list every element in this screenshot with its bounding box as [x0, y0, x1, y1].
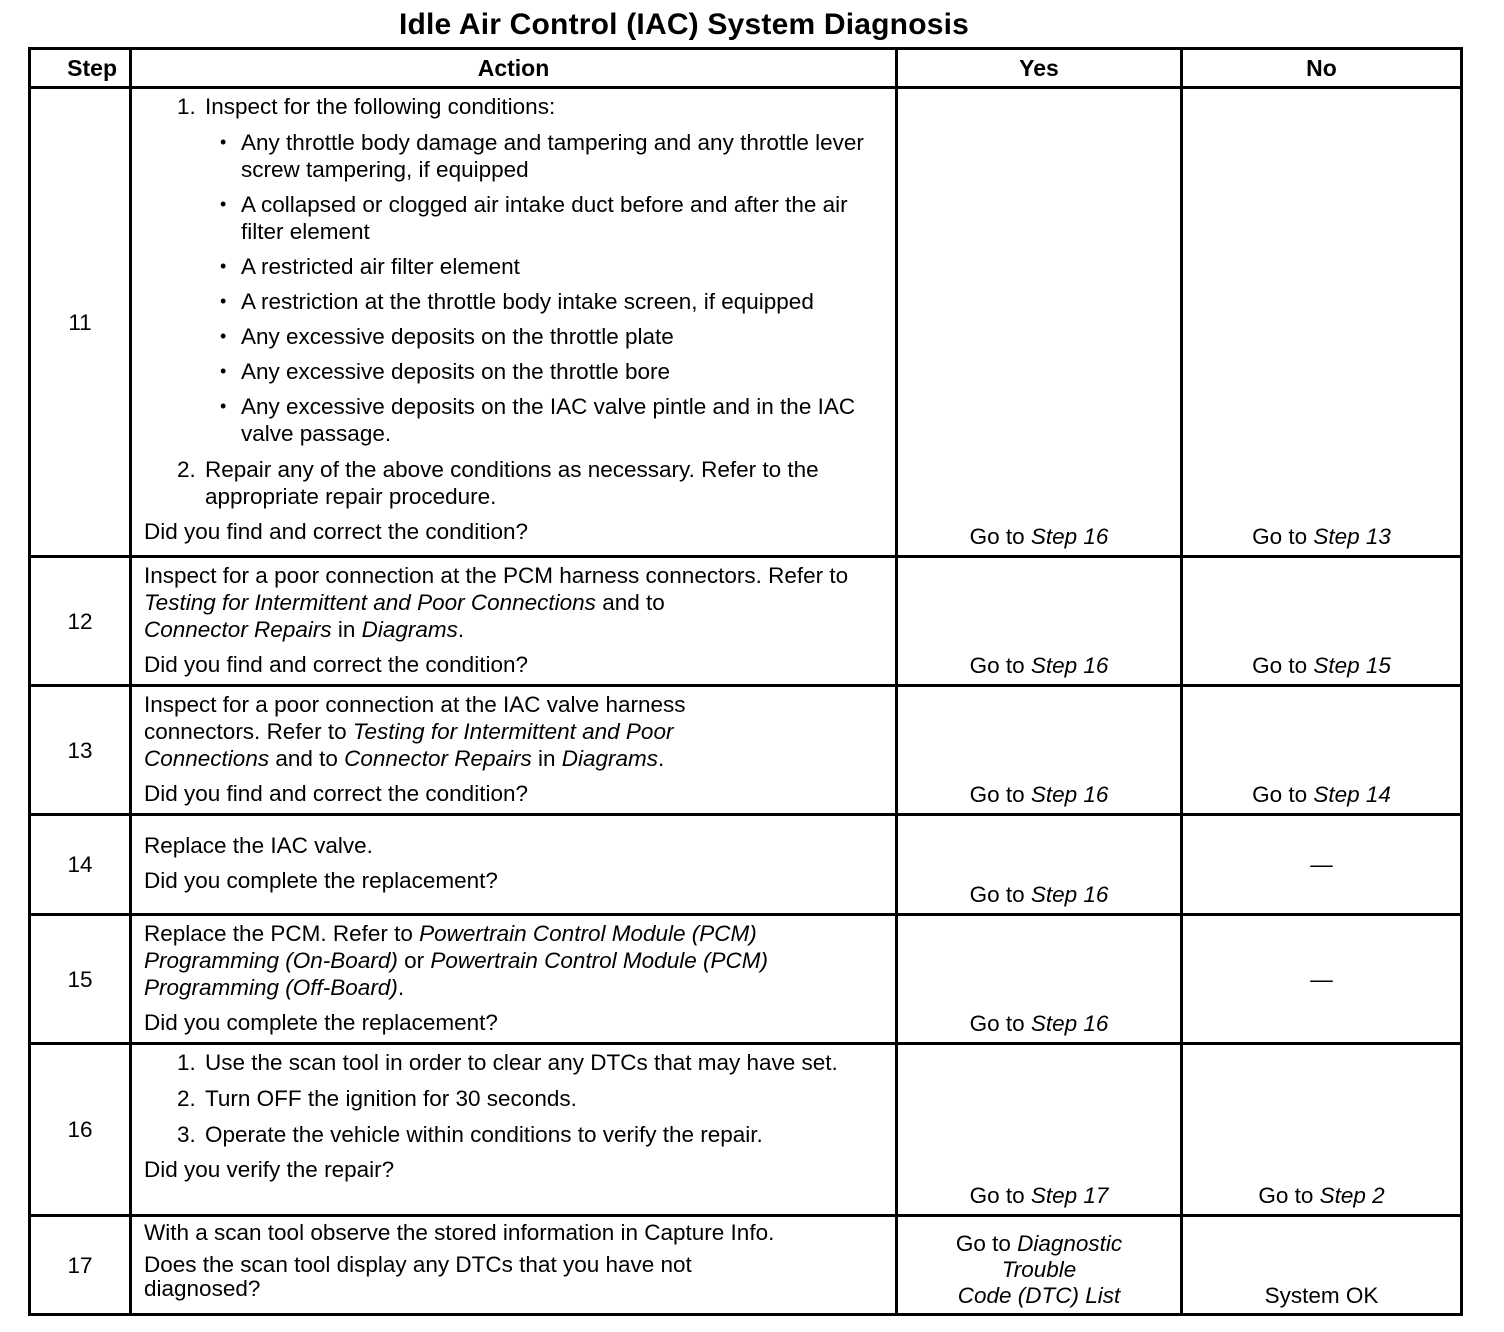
- text-run: Inspect for a poor connection at the IAC valve harness connectors. Refer to: [144, 692, 686, 744]
- goto-prefix: Go to: [969, 1011, 1031, 1036]
- list-item: [202, 1121, 852, 1148]
- list-item-text: Inspect for the following conditions:: [205, 94, 556, 119]
- no-cell: [1182, 1044, 1462, 1216]
- yes-cell: [897, 815, 1182, 915]
- list-item: [220, 253, 887, 280]
- yes-cell: [897, 686, 1182, 815]
- diagnosis-table: [28, 47, 1463, 1316]
- list-item: [202, 1085, 852, 1112]
- goto-prefix: Go to: [1252, 782, 1314, 807]
- goto-prefix: Go to: [969, 1183, 1031, 1208]
- action-cell: [131, 557, 897, 686]
- action-cell: [131, 915, 897, 1044]
- table-row: [30, 88, 1462, 557]
- condition-text: Any excessive deposits on the IAC valve pintle and in the IAC valve passage.: [241, 394, 856, 446]
- text-run: and to: [595, 590, 665, 615]
- list-item-text: Repair any of the above conditions as necessary. Refer to the appropriate repair procedure.: [205, 457, 819, 509]
- instruction-text: [144, 691, 784, 772]
- step-number: 12: [30, 557, 131, 686]
- list-item: [202, 456, 887, 510]
- step-reference: Step 16: [1030, 882, 1109, 907]
- header-yes: Yes: [897, 49, 1182, 88]
- document-reference: Code (DTC) List: [957, 1283, 1121, 1308]
- instruction-text: With a scan tool observe the stored information in Capture Info.: [144, 1220, 775, 1245]
- action-cell: [131, 686, 897, 815]
- header-action: Action: [131, 49, 897, 88]
- action-cell: [131, 1044, 897, 1216]
- step-reference: Step 14: [1313, 782, 1391, 807]
- header-row: [30, 49, 1462, 88]
- document-reference: Diagrams: [361, 617, 458, 642]
- question-text: Did you complete the replacement?: [144, 1010, 498, 1035]
- no-cell: [1182, 686, 1462, 815]
- condition-text: Any throttle body damage and tampering and any throttle lever screw tampering, if equipped: [241, 130, 864, 182]
- bullet-icon: •: [220, 361, 227, 381]
- list-item: [202, 93, 887, 447]
- bullet-icon: •: [220, 256, 227, 276]
- yes-cell: [897, 915, 1182, 1044]
- text-run: in: [531, 746, 562, 771]
- step-reference: Step 16: [1030, 653, 1109, 678]
- action-cell: [131, 1216, 897, 1315]
- table-row: [30, 1044, 1462, 1216]
- table-row: [30, 915, 1462, 1044]
- document-reference: Testing for Intermittent and Poor Connections: [144, 719, 674, 771]
- list-item: [220, 323, 887, 350]
- goto-prefix: Go to: [969, 524, 1031, 549]
- header-step: Step: [30, 49, 131, 88]
- step-number: 17: [30, 1216, 131, 1315]
- condition-text: A restriction at the throttle body intake screen, if equipped: [241, 289, 814, 314]
- document-reference: Testing for Intermittent and Poor Connections: [144, 590, 596, 615]
- yes-cell: [897, 1044, 1182, 1216]
- bullet-icon: •: [220, 194, 227, 214]
- bullet-icon: •: [220, 326, 227, 346]
- goto-prefix: Go to: [1258, 1183, 1320, 1208]
- goto-prefix: Go to: [969, 653, 1031, 678]
- yes-cell: [897, 88, 1182, 557]
- action-cell: [131, 815, 897, 915]
- bullet-icon: •: [220, 396, 227, 416]
- step-reference: Step 16: [1030, 782, 1109, 807]
- goto-prefix: Go to: [969, 882, 1031, 907]
- list-item: [220, 393, 887, 447]
- step-reference: Step 15: [1313, 653, 1391, 678]
- step-reference: Step 16: [1030, 524, 1109, 549]
- step-reference: Step 16: [1030, 1011, 1109, 1036]
- step-number: 14: [30, 815, 131, 915]
- step-reference: Step 2: [1319, 1183, 1385, 1208]
- condition-text: A restricted air filter element: [241, 254, 520, 279]
- condition-text: A collapsed or clogged air intake duct before and after the air filter element: [241, 192, 848, 244]
- yes-cell: [897, 557, 1182, 686]
- yes-cell: [897, 1216, 1182, 1315]
- goto-prefix: Go to: [969, 782, 1031, 807]
- question-text: Did you complete the replacement?: [144, 868, 498, 893]
- action-cell: [131, 88, 897, 557]
- document-reference: Trouble: [1001, 1257, 1077, 1282]
- table-row: [30, 815, 1462, 915]
- step-reference: Step 17: [1030, 1183, 1109, 1208]
- numbered-list: [144, 93, 887, 510]
- step-reference: Step 13: [1313, 524, 1391, 549]
- document-reference: Diagrams: [561, 746, 659, 771]
- list-item-text: Turn OFF the ignition for 30 seconds.: [205, 1086, 577, 1111]
- step-number: 16: [30, 1044, 131, 1216]
- table-row: [30, 1216, 1462, 1315]
- goto-prefix: Go to: [1252, 524, 1314, 549]
- bullet-icon: •: [220, 291, 227, 311]
- list-item-text: Operate the vehicle within conditions to verify the repair.: [205, 1122, 763, 1147]
- no-cell: —: [1182, 815, 1462, 915]
- step-number: 13: [30, 686, 131, 815]
- bullet-icon: •: [220, 132, 227, 152]
- text-run: in: [331, 617, 362, 642]
- question-text: Did you find and correct the condition?: [144, 652, 528, 677]
- page-title: Idle Air Control (IAC) System Diagnosis: [398, 8, 970, 41]
- document-reference: Powertrain Control Module (PCM) Programming (Off-Board): [144, 948, 768, 1000]
- document-reference: Connector Repairs: [344, 746, 532, 771]
- no-cell: System OK: [1182, 1216, 1462, 1315]
- text-run: Replace the PCM. Refer to: [144, 921, 420, 946]
- table-row: [30, 557, 1462, 686]
- question-text: Did you find and correct the condition?: [144, 781, 528, 806]
- list-item: [220, 358, 887, 385]
- list-item-text: Use the scan tool in order to clear any DTCs that may have set.: [205, 1050, 838, 1075]
- list-item: [220, 129, 887, 183]
- no-cell: [1182, 557, 1462, 686]
- text-run: .: [397, 975, 405, 1000]
- header-no: No: [1182, 49, 1462, 88]
- instruction-text: Replace the IAC valve.: [144, 833, 373, 858]
- instruction-text: [144, 920, 854, 1001]
- no-cell: —: [1182, 915, 1462, 1044]
- goto-prefix: Go to: [1252, 653, 1314, 678]
- step-number: 15: [30, 915, 131, 1044]
- document-reference: Connector Repairs: [144, 617, 332, 642]
- list-item: [220, 288, 887, 315]
- text-run: and to: [269, 746, 345, 771]
- bullet-list: [205, 129, 887, 447]
- goto-prefix: Go to: [955, 1231, 1018, 1256]
- numbered-list: [144, 1049, 852, 1148]
- question-text: Does the scan tool display any DTCs that you have not diagnosed?: [144, 1252, 692, 1301]
- condition-text: Any excessive deposits on the throttle bore: [241, 359, 670, 384]
- no-cell: [1182, 88, 1462, 557]
- text-run: Inspect for a poor connection at the PCM harness connectors. Refer to: [144, 563, 849, 588]
- condition-text: Any excessive deposits on the throttle plate: [241, 324, 674, 349]
- text-run: .: [658, 746, 665, 771]
- question-text: Did you find and correct the condition?: [144, 519, 528, 544]
- table-row: [30, 686, 1462, 815]
- instruction-text: [144, 562, 887, 643]
- question-text: Did you verify the repair?: [144, 1157, 395, 1182]
- step-number: 11: [30, 88, 131, 557]
- document-reference: Diagnostic: [1017, 1231, 1123, 1256]
- document-reference: Powertrain Control Module (PCM) Programming (On-Board): [144, 921, 757, 973]
- text-run: or: [397, 948, 431, 973]
- text-run: .: [457, 617, 465, 642]
- list-item: [202, 1049, 852, 1076]
- list-item: [220, 191, 887, 245]
